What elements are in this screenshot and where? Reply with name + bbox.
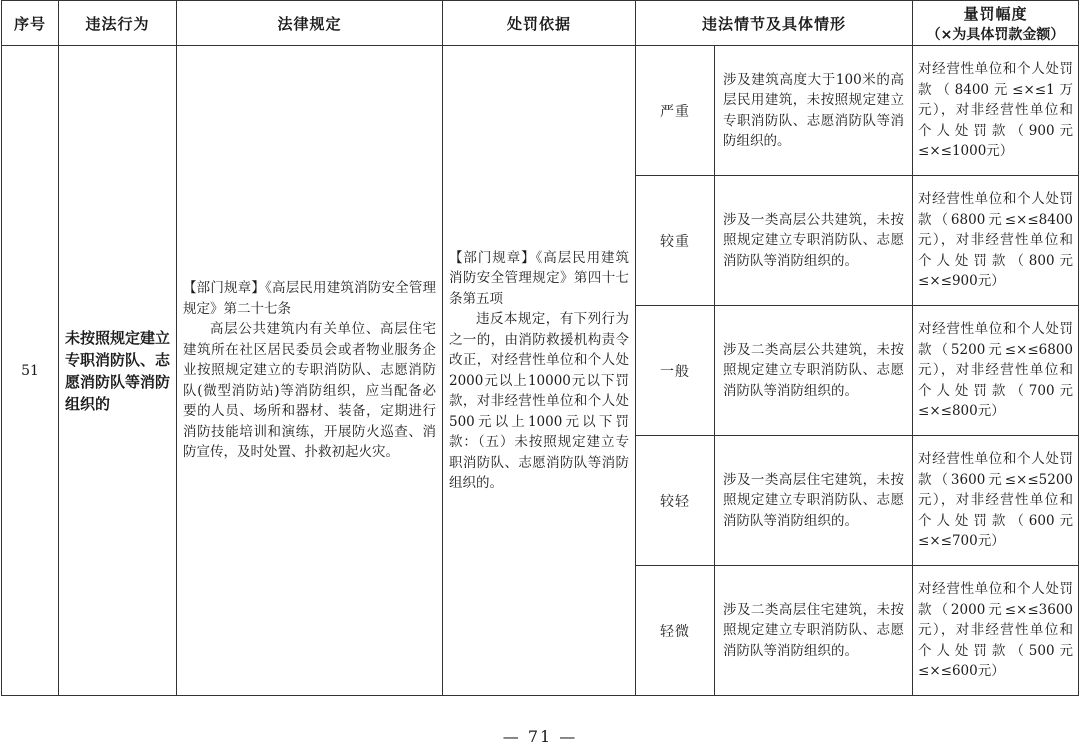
legal-provision-text: 高层公共建筑内有关单位、高层住宅建筑所在社区居民委员会或者物业服务企业按照规定建立的专职消防队、志愿消防队(微型消防站)等消防组织，应当配备必要的人员、场所和器材、装备，定期进行消防技能培训和演练，开展防火巡查、消防宣传，及时处置、扑救初起火灾。 bbox=[183, 321, 436, 461]
page-number: — 71 — bbox=[502, 727, 578, 746]
severity-level: 较重 bbox=[636, 176, 715, 306]
penalty-range: 对经营性单位和个人处罚款（6800元≤×≤8400元），对非经营性单位和个人处罚款（800元≤×≤900元） bbox=[913, 176, 1079, 306]
table-row bbox=[2, 46, 1079, 176]
penalty-range: 对经营性单位和个人处罚款（8400元≤×≤1万元），对非经营性单位和个人处罚款（900元≤×≤1000元） bbox=[913, 46, 1079, 176]
header-range bbox=[913, 1, 1079, 46]
header-law: 法律规定 bbox=[177, 1, 443, 46]
severity-level: 轻微 bbox=[636, 566, 715, 696]
circumstance-desc: 涉及建筑高度大于100米的高层民用建筑，未按照规定建立专职消防队、志愿消防队等消防组织的。 bbox=[715, 46, 913, 176]
circumstance-desc: 涉及一类高层公共建筑，未按照规定建立专职消防队、志愿消防队等消防组织的。 bbox=[715, 176, 913, 306]
severity-level: 一般 bbox=[636, 306, 715, 436]
legal-provision-source: 【部门规章】《高层民用建筑消防安全管理规定》第二十七条 bbox=[183, 280, 436, 317]
penalty-range: 对经营性单位和个人处罚款（2000元≤×≤3600元），对非经营性单位和个人处罚款（500元≤×≤600元） bbox=[913, 566, 1079, 696]
header-range-subtitle: （×为具体罚款金额） bbox=[926, 26, 1065, 43]
record-number: 51 bbox=[2, 46, 59, 696]
circumstance-desc: 涉及二类高层住宅建筑，未按照规定建立专职消防队、志愿消防队等消防组织的。 bbox=[715, 566, 913, 696]
header-row bbox=[2, 1, 1079, 46]
header-range-title: 量罚幅度 bbox=[963, 4, 1028, 23]
penalty-basis-source: 【部门规章】《高层民用建筑消防安全管理规定》第四十七条第五项 bbox=[449, 249, 629, 307]
penalty-basis-text: 违反本规定，有下列行为之一的，由消防救援机构责令改正，对经营性单位和个人处2000元以上10000元以下罚款，对非经营性单位和个人处500元以上1000元以下罚款：（五）未按照规定建立专职消防队、志愿消防队等消防组织的。 bbox=[449, 311, 629, 491]
circumstance-desc: 涉及一类高层住宅建筑，未按照规定建立专职消防队、志愿消防队等消防组织的。 bbox=[715, 436, 913, 566]
header-act: 违法行为 bbox=[59, 1, 177, 46]
header-basis: 处罚依据 bbox=[443, 1, 636, 46]
penalty-basis bbox=[443, 46, 636, 696]
legal-provision bbox=[177, 46, 443, 696]
penalty-range: 对经营性单位和个人处罚款（5200元≤×≤6800元），对非经营性单位和个人处罚款（700元≤×≤800元） bbox=[913, 306, 1079, 436]
violation-act: 未按照规定建立专职消防队、志愿消防队等消防组织的 bbox=[59, 46, 177, 696]
severity-level: 严重 bbox=[636, 46, 715, 176]
penalty-range: 对经营性单位和个人处罚款（3600元≤×≤5200元），对非经营性单位和个人处罚款（600元≤×≤700元） bbox=[913, 436, 1079, 566]
penalty-table bbox=[1, 0, 1079, 696]
severity-level: 较轻 bbox=[636, 436, 715, 566]
header-circumstance: 违法情节及具体情形 bbox=[636, 1, 913, 46]
circumstance-desc: 涉及二类高层公共建筑，未按照规定建立专职消防队、志愿消防队等消防组织的。 bbox=[715, 306, 913, 436]
header-no: 序号 bbox=[2, 1, 59, 46]
